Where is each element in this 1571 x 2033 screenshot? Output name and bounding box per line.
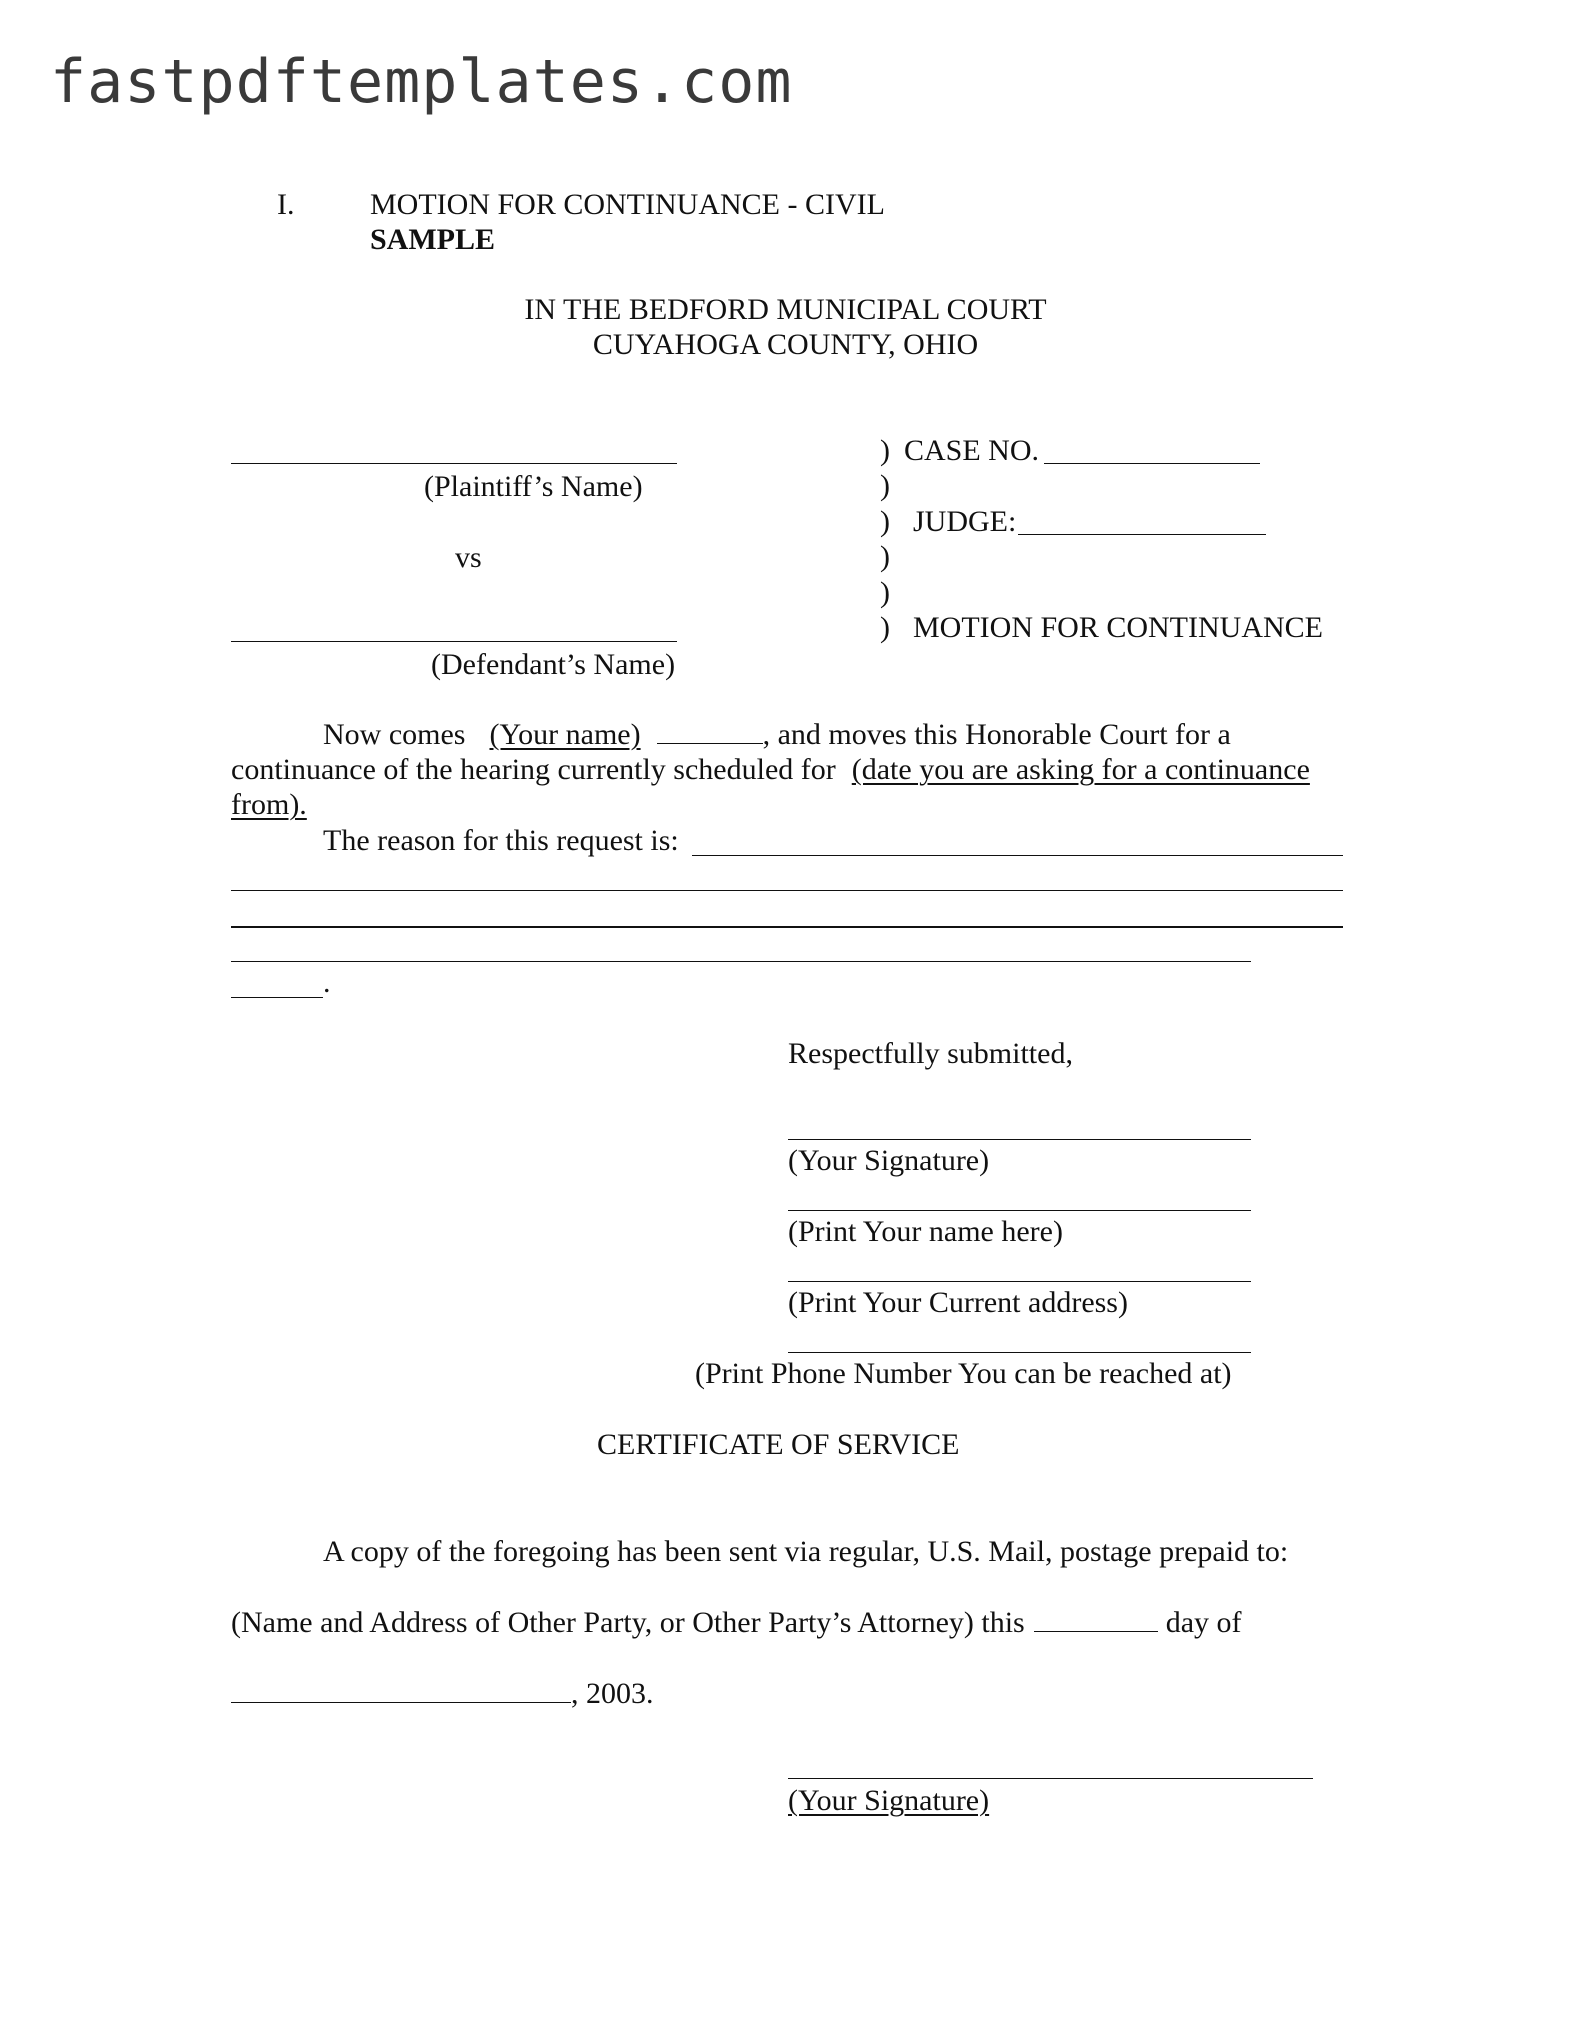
signature-line bbox=[788, 1139, 1251, 1140]
month-line bbox=[231, 1680, 571, 1703]
year-text: , 2003. bbox=[571, 1677, 654, 1710]
court-county: CUYAHOGA COUNTY, OHIO bbox=[592, 328, 979, 361]
now-comes-text: Now comes bbox=[323, 718, 466, 751]
plaintiff-name-line bbox=[231, 463, 677, 464]
vs-label: vs bbox=[455, 541, 482, 574]
your-signature-label: (Your Signature) bbox=[788, 1144, 990, 1177]
motion-caption-title: MOTION FOR CONTINUANCE bbox=[913, 611, 1323, 644]
name-address-text: (Name and Address of Other Party, or Other Party’s Attorney) this bbox=[231, 1606, 1025, 1639]
defendant-label: (Defendant’s Name) bbox=[431, 648, 676, 681]
caption-paren-6: ) bbox=[880, 611, 890, 644]
judge-label: JUDGE: bbox=[913, 505, 1017, 538]
print-name-line bbox=[788, 1210, 1251, 1211]
day-line bbox=[1034, 1609, 1158, 1632]
continuance-text: continuance of the hearing currently scheduled for bbox=[231, 753, 836, 786]
watermark-logo: fastpdftemplates.com bbox=[50, 47, 793, 117]
sample-label: SAMPLE bbox=[370, 223, 496, 256]
print-phone-label: (Print Phone Number You can be reached at) bbox=[695, 1357, 1232, 1390]
document-title: MOTION FOR CONTINUANCE - CIVIL bbox=[370, 188, 885, 221]
reason-line-1 bbox=[692, 855, 1343, 856]
certificate-signature-line bbox=[788, 1778, 1313, 1779]
section-number: I. bbox=[277, 188, 295, 221]
respectfully-submitted: Respectfully submitted, bbox=[788, 1037, 1073, 1070]
reason-label: The reason for this request is: bbox=[323, 824, 679, 857]
certificate-title: CERTIFICATE OF SERVICE bbox=[597, 1428, 960, 1461]
plaintiff-label: (Plaintiff’s Name) bbox=[424, 470, 643, 503]
court-name: IN THE BEDFORD MUNICIPAL COURT bbox=[524, 293, 1047, 326]
body-line-1 bbox=[323, 718, 1231, 752]
body-line-2 bbox=[231, 753, 1310, 787]
certificate-name-line bbox=[231, 1606, 1242, 1640]
judge-line bbox=[1018, 534, 1266, 535]
defendant-name-line bbox=[231, 641, 677, 642]
caption-paren-5: ) bbox=[880, 576, 890, 609]
caption-paren-4: ) bbox=[880, 540, 890, 573]
date-placeholder: (date you are asking for a continuance bbox=[851, 753, 1310, 786]
certificate-copy-text: A copy of the foregoing has been sent via regular, U.S. Mail, postage prepaid to: bbox=[323, 1535, 1289, 1568]
print-address-label: (Print Your Current address) bbox=[788, 1286, 1128, 1319]
certificate-your-signature: (Your Signature) bbox=[788, 1784, 990, 1817]
reason-line-5 bbox=[231, 997, 323, 998]
reason-line-3 bbox=[231, 926, 1343, 928]
your-name-line bbox=[657, 721, 763, 744]
print-address-line bbox=[788, 1281, 1251, 1282]
print-name-label: (Print Your name here) bbox=[788, 1215, 1063, 1248]
reason-line-4 bbox=[231, 961, 1251, 962]
case-no-line bbox=[1044, 463, 1260, 464]
from-placeholder: from). bbox=[231, 788, 307, 821]
caption-paren-3: ) bbox=[880, 505, 890, 538]
reason-period: . bbox=[323, 966, 331, 999]
case-no-label: CASE NO. bbox=[904, 434, 1040, 467]
reason-line-2 bbox=[231, 890, 1343, 891]
print-phone-line bbox=[788, 1352, 1251, 1353]
your-name-placeholder: (Your name) bbox=[489, 718, 641, 751]
certificate-year-line bbox=[231, 1677, 654, 1711]
day-of-text: day of bbox=[1165, 1606, 1242, 1639]
moves-text: , and moves this Honorable Court for a bbox=[762, 718, 1231, 751]
caption-paren-2: ) bbox=[880, 469, 890, 502]
caption-paren-1: ) bbox=[880, 434, 890, 467]
